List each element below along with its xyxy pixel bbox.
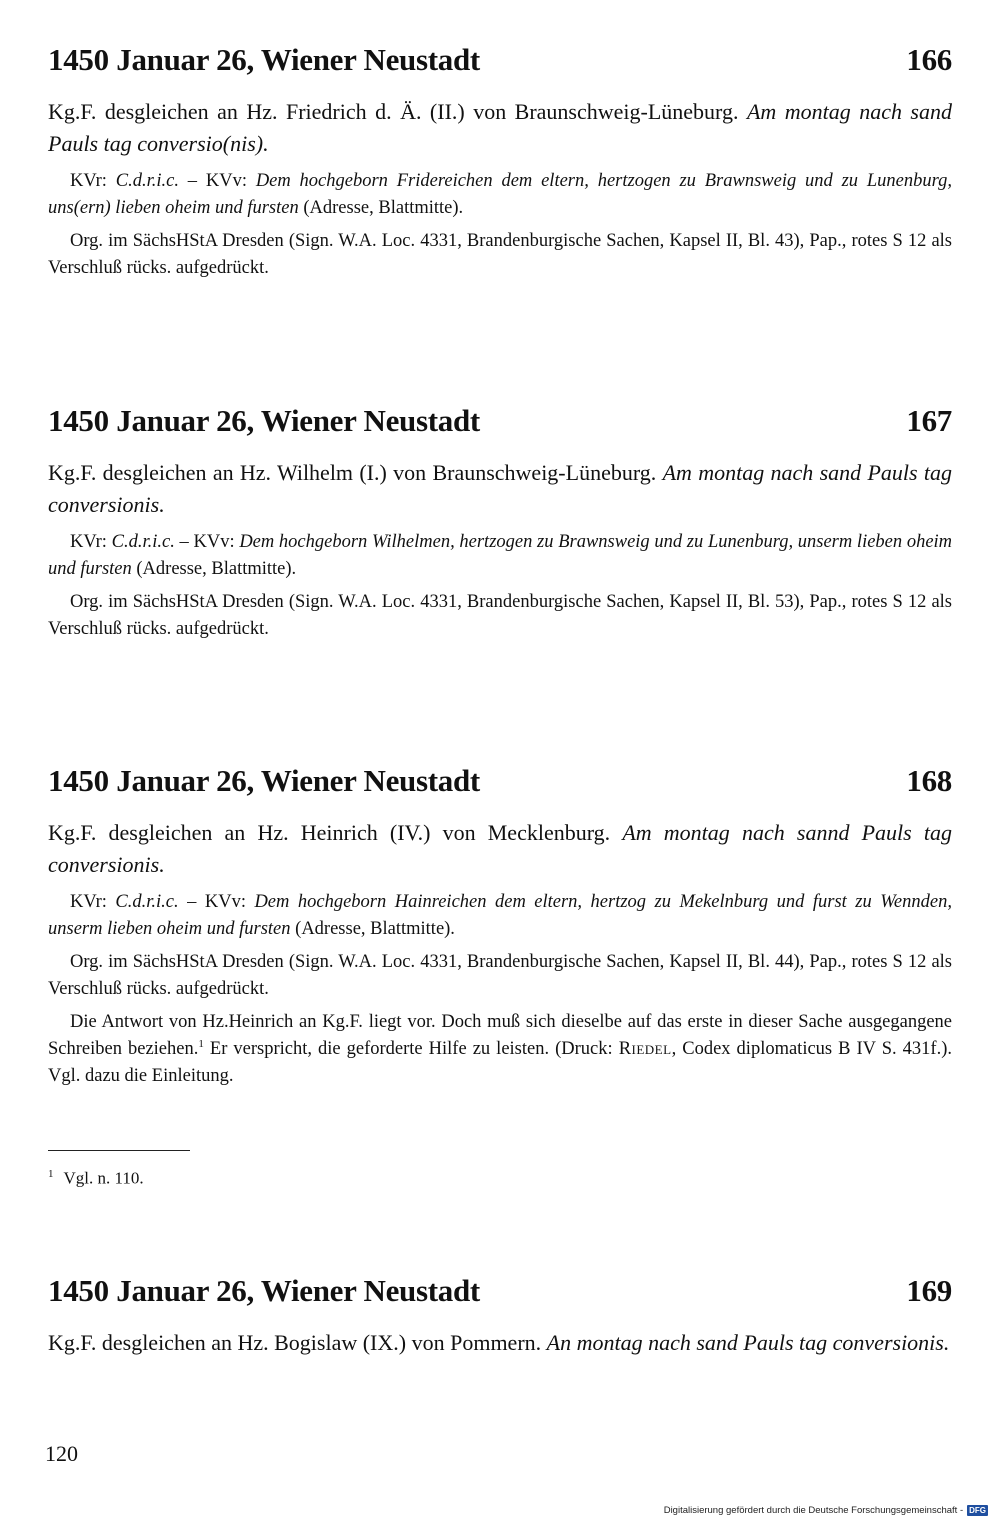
footnote-mark: 1 (48, 1168, 54, 1180)
entry-summary (48, 1327, 952, 1359)
summary-date-quote: Am montag nach sannd Pauls tag conversionis. (48, 820, 952, 877)
original-source: Org. im SächsHStA Dresden (Sign. W.A. Loc. 4331, Brandenburgische Sachen, Kapsel II, Bl. 53), Pap., rotes S 12 als Verschluß rücks. aufgedrückt. (48, 592, 952, 639)
entry-166 (48, 42, 952, 282)
entry-heading (48, 763, 952, 799)
entry-date-place: 1450 Januar 26, Wiener Neustadt (48, 42, 480, 77)
summary-date-quote: Am montag nach sand Pauls tag conversionis. (48, 460, 952, 517)
kv-tail: (Adresse, Blattmitte). (295, 919, 455, 939)
original-source: Org. im SächsHStA Dresden (Sign. W.A. Loc. 4331, Brandenburgische Sachen, Kapsel II, Bl. 44), Pap., rotes S 12 als Verschluß rücks. aufgedrückt. (48, 952, 952, 999)
kanzleivermerk (48, 529, 952, 583)
entry-date-place: 1450 Januar 26, Wiener Neustadt (48, 763, 480, 798)
entry-number: 166 (906, 42, 952, 77)
kv-separator: – KVv: (187, 892, 246, 912)
footnote-text: Vgl. n. 110. (63, 1168, 144, 1188)
entry-number: 169 (906, 1273, 952, 1308)
summary-date-quote: Am montag nach sand Pauls tag conversio(nis). (48, 99, 952, 156)
funding-credit (664, 1505, 988, 1516)
footnote (48, 1168, 144, 1189)
summary-date-quote: An montag nach sand Pauls tag conversionis. (546, 1330, 950, 1355)
entry-summary (48, 96, 952, 160)
entry-169 (48, 1273, 952, 1359)
kv-recto: C.d.r.i.c. (111, 532, 175, 552)
entry-heading (48, 403, 952, 439)
dfg-logo-icon: DFG (969, 1506, 986, 1515)
entry-heading (48, 1273, 952, 1309)
kv-tail: (Adresse, Blattmitte). (303, 198, 464, 218)
kv-tail: (Adresse, Blattmitte). (136, 559, 297, 579)
commentary-note (48, 1009, 952, 1090)
page-number: 120 (45, 1441, 78, 1466)
kanzleivermerk (48, 889, 952, 943)
kv-label: KVr: (70, 171, 107, 191)
entry-date-place: 1450 Januar 26, Wiener Neustadt (48, 403, 480, 438)
summary-text: Kg.F. desgleichen an Hz. Friedrich d. Ä. (II.) von Braunschweig-Lüneburg. (48, 99, 739, 124)
entry-date-place: 1450 Januar 26, Wiener Neustadt (48, 1273, 480, 1308)
kv-label: KVr: (70, 892, 107, 912)
entry-167 (48, 403, 952, 643)
kv-label: KVr: (70, 532, 107, 552)
entry-number: 168 (906, 763, 952, 798)
footnote-divider (48, 1150, 190, 1151)
summary-text: Kg.F. desgleichen an Hz. Wilhelm (I.) von Braunschweig-Lüneburg. (48, 460, 657, 485)
credit-text: Digitalisierung gefördert durch die Deutsche Forschungsgemeinschaft - (663, 1505, 964, 1516)
note-text-b: Er verspricht, die geforderte Hilfe zu leisten. (Druck: (209, 1039, 613, 1059)
note-text-a: Die Antwort von Hz.Heinrich an Kg.F. liegt vor. Doch muß sich dieselbe auf das erste in dieser Sache ausgegangene Schreiben beziehen. (48, 1012, 952, 1059)
note-author: Riedel (618, 1039, 672, 1059)
entry-summary (48, 457, 952, 521)
entry-summary (48, 817, 952, 881)
kv-verso: Dem hochgeborn Wilhelmen, hertzogen zu Brawnsweig und zu Lunenburg, unserm lieben oheim und fursten (48, 532, 953, 579)
kv-separator: – KVv: (187, 171, 247, 191)
kv-separator: – KVv: (179, 532, 235, 552)
kv-verso: Dem hochgeborn Hainreichen dem eltern, hertzog zu Mekelnburg und furst zu Wennden, unserm lieben oheim und fursten (48, 892, 952, 939)
footnote-reference[interactable]: 1 (198, 1037, 204, 1050)
entry-heading (48, 42, 952, 78)
entry-number: 167 (906, 403, 952, 438)
entry-168 (48, 763, 952, 1090)
note-text-c: , Codex diplomaticus B IV S. 431f.). Vgl. dazu die Einleitung. (48, 1039, 952, 1086)
summary-text: Kg.F. desgleichen an Hz. Bogislaw (IX.) von Pommern. (48, 1330, 542, 1355)
summary-text: Kg.F. desgleichen an Hz. Heinrich (IV.) von Mecklenburg. (48, 820, 611, 845)
kv-recto: C.d.r.i.c. (115, 892, 179, 912)
kv-recto: C.d.r.i.c. (115, 171, 179, 191)
kanzleivermerk (48, 168, 952, 222)
kv-verso: Dem hochgeborn Fridereichen dem eltern, hertzogen zu Brawnsweig und zu Lunenburg, uns(ern) lieben oheim und fursten (48, 171, 953, 218)
original-source: Org. im SächsHStA Dresden (Sign. W.A. Loc. 4331, Brandenburgische Sachen, Kapsel II, Bl. 43), Pap., rotes S 12 als Verschluß rücks. aufgedrückt. (48, 231, 952, 278)
